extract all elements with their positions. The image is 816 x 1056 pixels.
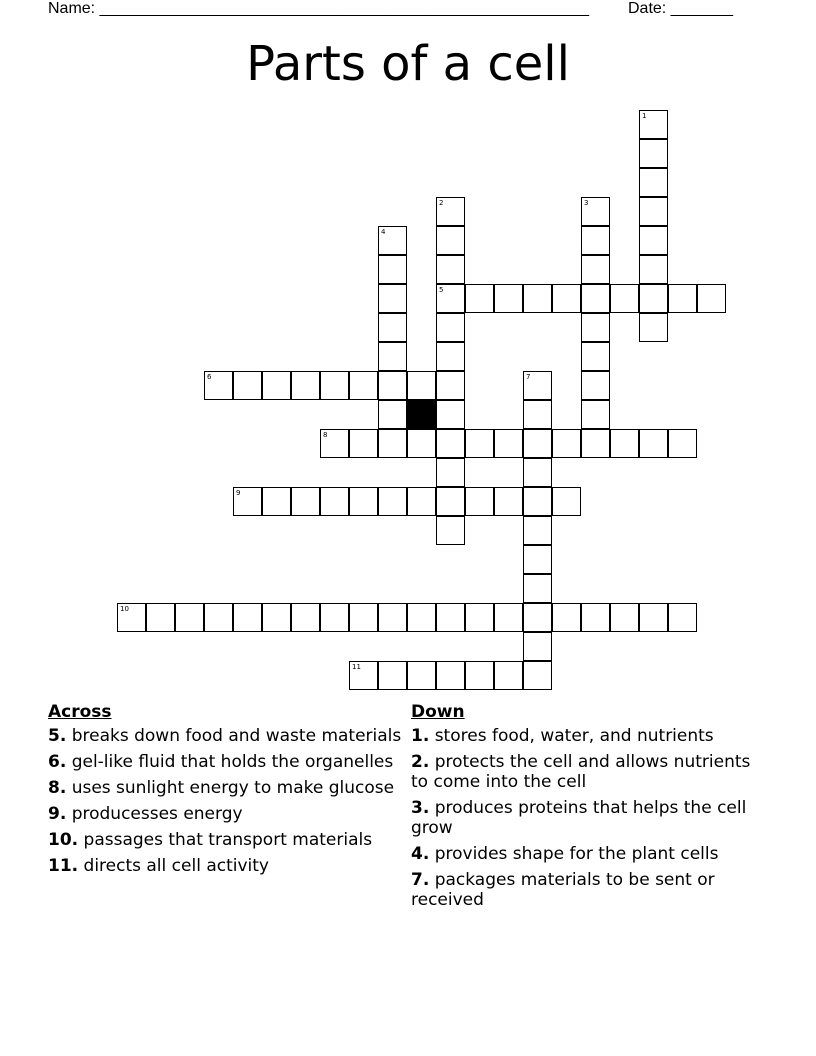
grid-cell[interactable]: [378, 342, 407, 371]
grid-cell[interactable]: [378, 661, 407, 690]
grid-cell[interactable]: [523, 603, 552, 632]
clue-down-4: 4. provides shape for the plant cells: [411, 844, 719, 864]
grid-cell[interactable]: [378, 603, 407, 632]
grid-cell[interactable]: [320, 429, 349, 458]
clue-down-7: 7. packages materials to be sent or received: [411, 870, 715, 910]
grid-cell[interactable]: [378, 487, 407, 516]
grid-cell[interactable]: [552, 487, 581, 516]
grid-cell[interactable]: [581, 226, 610, 255]
puzzle-title: Parts of a cell: [246, 36, 570, 92]
grid-cell[interactable]: [581, 429, 610, 458]
grid-cell[interactable]: [436, 400, 465, 429]
grid-cell[interactable]: [581, 197, 610, 226]
grid-cell[interactable]: [465, 429, 494, 458]
grid-cell[interactable]: [697, 284, 726, 313]
grid-cell[interactable]: [436, 342, 465, 371]
grid-cell[interactable]: [523, 661, 552, 690]
clue-across-9: 9. producesses energy: [48, 804, 243, 824]
grid-cell[interactable]: [639, 110, 668, 139]
clue-down-2: 2. protects the cell and allows nutrients to come into the cell: [411, 752, 751, 792]
grid-cell[interactable]: [378, 313, 407, 342]
grid-cell[interactable]: [349, 603, 378, 632]
grid-cell[interactable]: [407, 487, 436, 516]
clue-across-8: 8. uses sunlight energy to make glucose: [48, 778, 395, 798]
grid-cell[interactable]: [581, 371, 610, 400]
grid-cell[interactable]: [581, 255, 610, 284]
grid-cell[interactable]: [581, 400, 610, 429]
grid-cell[interactable]: [436, 458, 465, 487]
grid-cell[interactable]: [523, 458, 552, 487]
date-field-label[interactable]: Date: _______: [628, 0, 733, 17]
grid-cell[interactable]: [668, 284, 697, 313]
grid-cell[interactable]: [494, 284, 523, 313]
grid-cell[interactable]: [320, 371, 349, 400]
grid-cell[interactable]: [639, 197, 668, 226]
grid-cell[interactable]: [523, 400, 552, 429]
grid-cell[interactable]: [436, 255, 465, 284]
grid-cell[interactable]: [407, 603, 436, 632]
grid-cell[interactable]: [378, 284, 407, 313]
grid-cell[interactable]: [610, 429, 639, 458]
grid-cell[interactable]: [610, 603, 639, 632]
grid-cell[interactable]: [204, 371, 233, 400]
clue-number-2: 2: [439, 199, 444, 207]
grid-cell[interactable]: [465, 284, 494, 313]
clue-across-6: 6. gel-like fluid that holds the organelles: [48, 752, 394, 772]
grid-cell[interactable]: [349, 661, 378, 690]
grid-cell[interactable]: [436, 313, 465, 342]
grid-cell[interactable]: [639, 168, 668, 197]
grid-cell[interactable]: [262, 371, 291, 400]
grid-cell[interactable]: [117, 603, 146, 632]
grid-cell[interactable]: [320, 487, 349, 516]
clue-number-8: 8: [323, 431, 328, 439]
grid-cell[interactable]: [523, 284, 552, 313]
grid-cell[interactable]: [407, 371, 436, 400]
grid-cell[interactable]: [552, 284, 581, 313]
clue-number-9: 9: [236, 489, 241, 497]
grid-cell[interactable]: [175, 603, 204, 632]
grid-cell[interactable]: [436, 429, 465, 458]
grid-cell[interactable]: [523, 632, 552, 661]
grid-cell[interactable]: [581, 313, 610, 342]
across-clues: [48, 702, 403, 882]
grid-cell[interactable]: [233, 371, 262, 400]
grid-cell[interactable]: [436, 371, 465, 400]
clue-number-4: 4: [381, 228, 386, 236]
grid-cell[interactable]: [465, 603, 494, 632]
grid-cell[interactable]: [668, 603, 697, 632]
grid-cell[interactable]: [436, 284, 465, 313]
clue-across-10: 10. passages that transport materials: [48, 830, 373, 850]
across-heading: Across: [48, 702, 112, 722]
grid-cell[interactable]: [494, 603, 523, 632]
grid-cell[interactable]: [407, 661, 436, 690]
grid-cell[interactable]: [639, 603, 668, 632]
grid-cell[interactable]: [349, 371, 378, 400]
clue-number-10: 10: [120, 605, 129, 613]
grid-cell[interactable]: [204, 603, 233, 632]
grid-cell[interactable]: [523, 487, 552, 516]
grid-cell[interactable]: [639, 139, 668, 168]
grid-cell[interactable]: [378, 371, 407, 400]
grid-cell[interactable]: [436, 516, 465, 545]
grid-cell[interactable]: [552, 429, 581, 458]
clue-down-1: 1. stores food, water, and nutrients: [411, 726, 714, 746]
clue-across-5: 5. breaks down food and waste materials: [48, 726, 402, 746]
grid-cell[interactable]: [407, 429, 436, 458]
grid-cell[interactable]: [291, 371, 320, 400]
down-heading: Down: [411, 702, 465, 722]
grid-cell[interactable]: [523, 516, 552, 545]
grid-cell[interactable]: [320, 603, 349, 632]
grid-cell[interactable]: [436, 226, 465, 255]
grid-cell[interactable]: [378, 400, 407, 429]
grid-cell[interactable]: [436, 661, 465, 690]
clue-number-1: 1: [642, 112, 647, 120]
grid-cell[interactable]: [639, 255, 668, 284]
grid-cell[interactable]: [436, 487, 465, 516]
grid-cell[interactable]: [233, 603, 262, 632]
grid-cell[interactable]: [291, 603, 320, 632]
grid-cell[interactable]: [639, 429, 668, 458]
grid-cell[interactable]: [349, 429, 378, 458]
clue-number-3: 3: [584, 199, 589, 207]
clue-number-6: 6: [207, 373, 212, 381]
grid-cell[interactable]: [581, 342, 610, 371]
grid-cell[interactable]: [146, 603, 175, 632]
clue-across-11: 11. directs all cell activity: [48, 856, 269, 876]
grid-cell[interactable]: [494, 661, 523, 690]
grid-cell[interactable]: [262, 603, 291, 632]
grid-cell[interactable]: [552, 603, 581, 632]
grid-cell[interactable]: [436, 197, 465, 226]
grid-cell[interactable]: [465, 487, 494, 516]
grid-cell[interactable]: [523, 574, 552, 603]
grid-cell[interactable]: [639, 284, 668, 313]
grid-cell[interactable]: [523, 371, 552, 400]
grid-cell[interactable]: [581, 284, 610, 313]
clue-number-5: 5: [439, 286, 444, 294]
grid-cell[interactable]: [494, 487, 523, 516]
grid-cell[interactable]: [581, 603, 610, 632]
grid-cell[interactable]: [523, 545, 552, 574]
grid-cell[interactable]: [494, 429, 523, 458]
grid-cell[interactable]: [378, 255, 407, 284]
grid-cell[interactable]: [639, 226, 668, 255]
grid-cell[interactable]: [262, 487, 291, 516]
clue-number-7: 7: [526, 373, 531, 381]
blocked-cell: [407, 400, 436, 429]
grid-cell[interactable]: [378, 226, 407, 255]
grid-cell[interactable]: [233, 487, 262, 516]
grid-cell[interactable]: [639, 313, 668, 342]
clue-number-11: 11: [352, 663, 361, 671]
clue-down-3: 3. produces proteins that helps the cell grow: [411, 798, 747, 838]
grid-cell[interactable]: [465, 661, 494, 690]
grid-cell[interactable]: [378, 429, 407, 458]
grid-cell[interactable]: [291, 487, 320, 516]
grid-cell[interactable]: [610, 284, 639, 313]
grid-cell[interactable]: [523, 429, 552, 458]
down-clues: [411, 702, 771, 916]
grid-cell[interactable]: [668, 429, 697, 458]
grid-cell[interactable]: [349, 487, 378, 516]
grid-cell[interactable]: [436, 603, 465, 632]
name-field-label[interactable]: Name: _______________________________________________________: [48, 0, 589, 17]
